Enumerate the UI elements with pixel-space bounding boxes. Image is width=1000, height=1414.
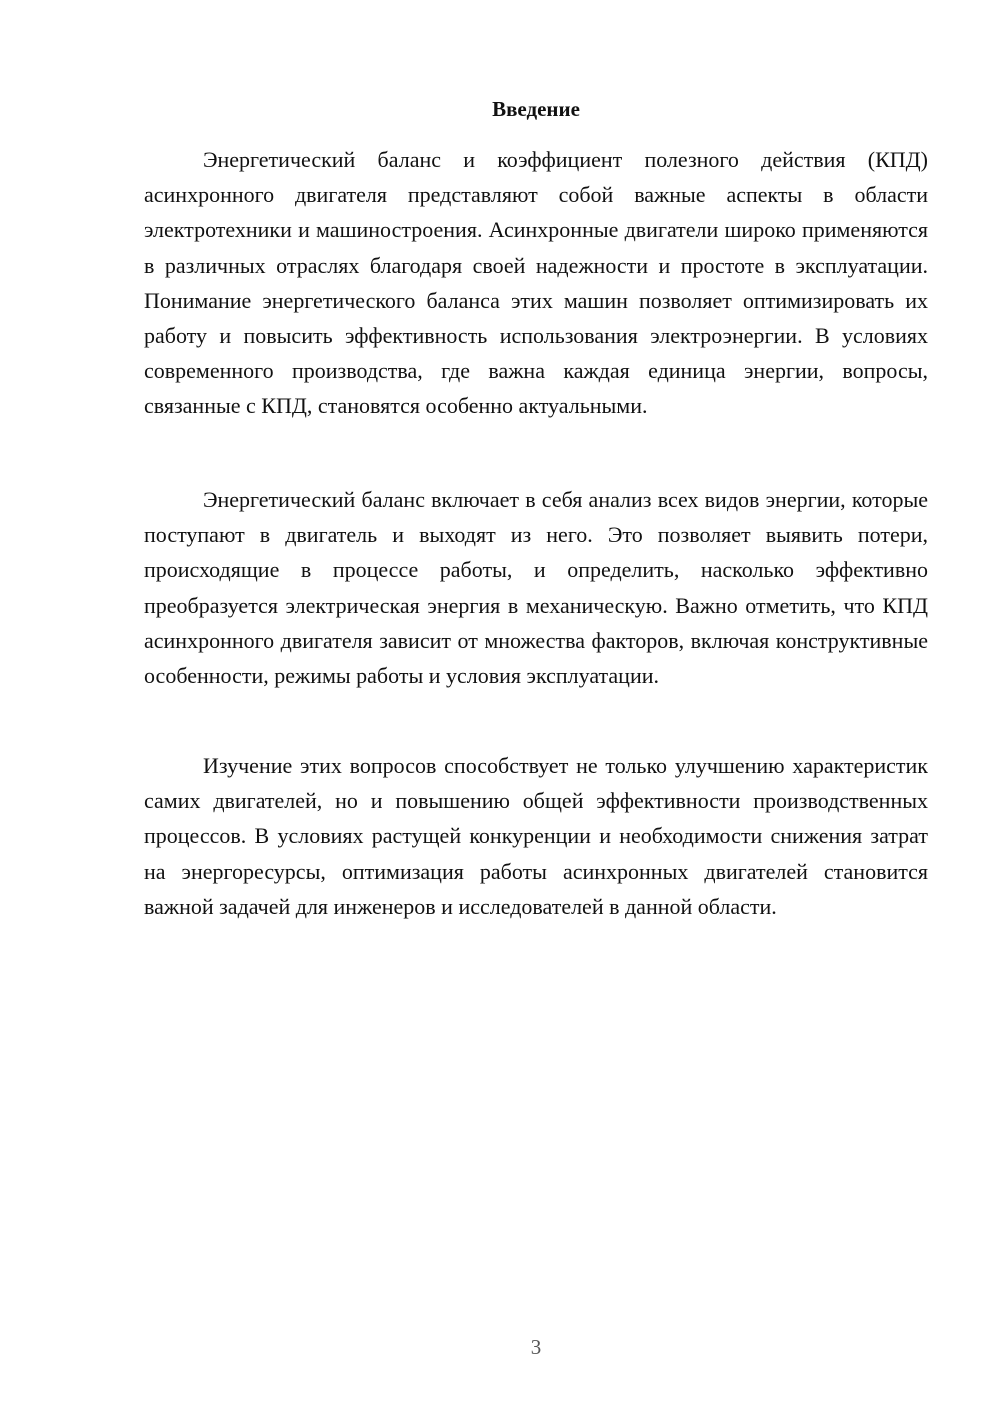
section-heading: Введение	[492, 97, 580, 121]
page-number: 3	[530, 1335, 542, 1359]
paragraph-2: Энергетический баланс включает в себя анализ всех видов энергии, которые поступают в двигатель и выходят из него. Это позволяет выявить потери, происходящие в процессе работы, и определить, насколько эффективно преобразуется электрическая энергия в механическую. Важно отметить, что КПД асинхронного двигателя зависит от множества факторов, включая конструктивные особенности, режимы работы и условия эксплуатации.	[144, 487, 928, 689]
paragraph-3: Изучение этих вопросов способствует не только улучшению характеристик самих двигателей, но и повышению общей эффективности производственных процессов. В условиях растущей конкуренции и необходимости снижения затрат на энергоресурсы, оптимизация работы асинхронных двигателей становится важной задачей для инженеров и исследователей в данной области.	[144, 753, 928, 919]
paragraph-1: Энергетический баланс и коэффициент полезного действия (КПД) асинхронного двигателя представляют собой важные аспекты в области электротехники и машиностроения. Асинхронные двигатели широко применяются в различных отраслях благодаря своей надежности и простоте в эксплуатации. Понимание энергетического баланса этих машин позволяет оптимизировать их работу и повысить эффективность использования электроэнергии. В условиях современного производства, где важна каждая единица энергии, вопросы, связанные с КПД, становятся особенно актуальными.	[144, 147, 928, 419]
